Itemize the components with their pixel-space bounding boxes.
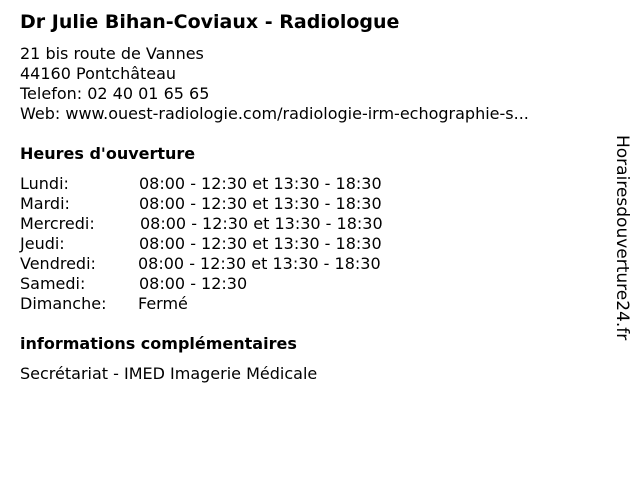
address-street: 21 bis route de Vannes [20, 44, 204, 63]
opening-hours-heading: Heures d'ouverture [20, 144, 196, 163]
day-hours: 08:00 - 12:30 et 13:30 - 18:30 [139, 174, 382, 193]
page-title: Dr Julie Bihan-Coviaux - Radiologue [20, 11, 400, 33]
day-label: Dimanche: [20, 294, 107, 313]
day-hours: 08:00 - 12:30 et 13:30 - 18:30 [138, 254, 381, 273]
phone-number: Telefon: 02 40 01 65 65 [20, 84, 210, 103]
day-hours: 08:00 - 12:30 et 13:30 - 18:30 [139, 194, 382, 213]
day-hours: 08:00 - 12:30 et 13:30 - 18:30 [139, 234, 382, 253]
day-hours: Fermé [138, 294, 188, 313]
address-city: 44160 Pontchâteau [20, 64, 177, 83]
day-label: Vendredi: [20, 254, 96, 273]
day-label: Mercredi: [20, 214, 95, 233]
additional-info-text: Secrétariat - IMED Imagerie Médicale [20, 364, 318, 383]
additional-info-heading: informations complémentaires [20, 334, 297, 353]
day-hours: 08:00 - 12:30 et 13:30 - 18:30 [140, 214, 383, 233]
day-label: Lundi: [20, 174, 69, 193]
watermark [610, 135, 634, 375]
day-label: Samedi: [20, 274, 86, 293]
address-block [20, 44, 529, 124]
day-label: Jeudi: [20, 234, 65, 253]
website-link[interactable]: Web: www.ouest-radiologie.com/radiologie-irm-echographie-s... [20, 104, 529, 123]
day-hours: 08:00 - 12:30 [139, 274, 248, 293]
day-label: Mardi: [20, 194, 70, 213]
watermark-text: Horairesdouverture24.fr [612, 135, 632, 341]
